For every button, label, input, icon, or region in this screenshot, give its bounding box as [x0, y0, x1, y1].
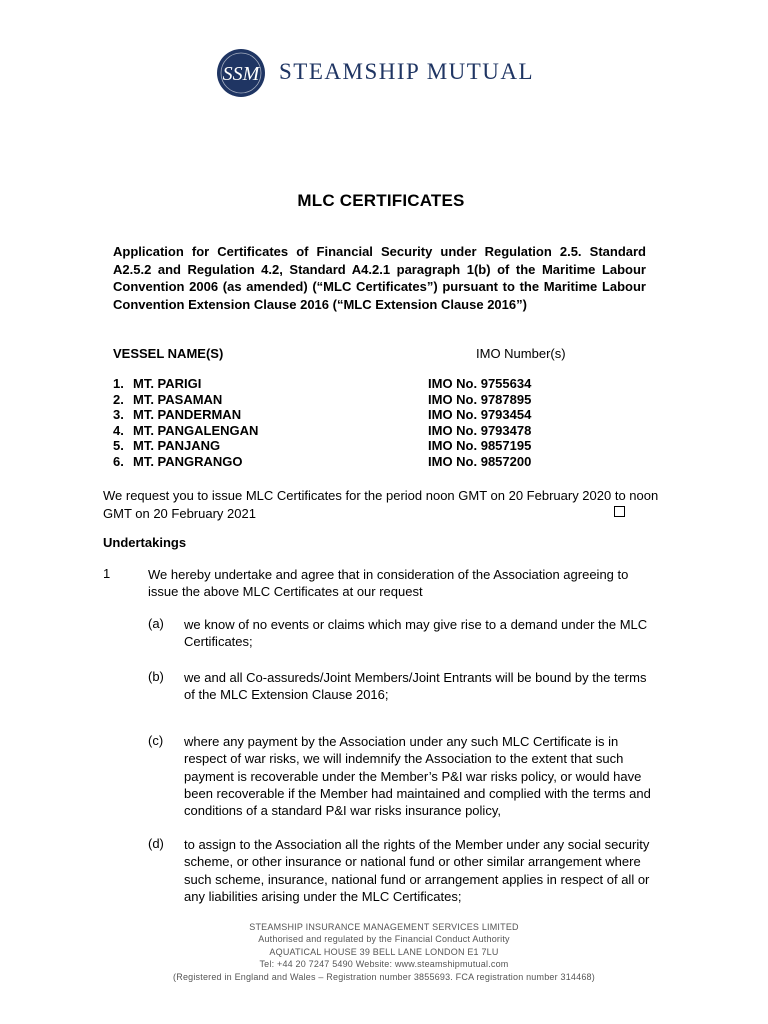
vessel-number: 2.	[113, 391, 124, 407]
company-logo-seal	[217, 49, 265, 97]
clause-label: (a)	[148, 616, 164, 631]
page-title: MLC CERTIFICATES	[297, 191, 465, 210]
imo-numbers-header: IMO Number(s)	[476, 346, 566, 361]
vessel-imo: IMO No. 9755634	[428, 376, 532, 391]
vessel-number: 4.	[113, 422, 124, 438]
clause-text: where any payment by the Association under any such MLC Certificate is in respect of war risks, we will indemnify the Association to the extent that such payment is recoverable under the Member’s P&I war risks policy, or would have been recoverable if the Member had maintained and complied with the terms and conditions of a standard P&I war risks insurance policy,	[184, 734, 651, 819]
vessel-name: MT. PANGALENGAN	[133, 422, 259, 438]
clause-label: (b)	[148, 669, 164, 684]
vessel-number: 6.	[113, 453, 124, 469]
vessel-name: MT. PANDERMAN	[133, 407, 242, 423]
vessel-name: MT. PANGRANGO	[133, 453, 243, 469]
vessel-imo: IMO No. 9793478	[428, 422, 532, 438]
vessel-number: 1.	[113, 376, 124, 391]
vessel-name: MT. PASAMAN	[133, 391, 223, 407]
vessel-name: MT. PARIGI	[133, 376, 202, 391]
undertaking-number: 1	[103, 566, 111, 581]
vessel-name: MT. PANJANG	[133, 438, 221, 454]
undertaking-text: We hereby undertake and agree that in consideration of the Association agreeing to issue the above MLC Certificates at our request	[148, 567, 629, 599]
footer-contact: Tel: +44 20 7247 5490 Website: www.steamshipmutual.com	[259, 959, 509, 970]
footer-authorised: Authorised and regulated by the Financial Conduct Authority	[258, 934, 510, 945]
undertakings-heading: Undertakings	[103, 535, 187, 550]
vessel-imo: IMO No. 9787895	[428, 391, 532, 407]
clause-text: we know of no events or claims which may give rise to a demand under the MLC Certificates;	[184, 617, 648, 650]
page-footer	[0, 921, 768, 983]
clause-text: we and all Co-assureds/Joint Members/Joint Entrants will be bound by the terms of the MLC Extension Clause 2016;	[184, 670, 647, 703]
clause-text: to assign to the Association all the rights of the Member under any social security scheme, or other insurance or national fund or other similar arrangement where such scheme, insurance, national fund or arrangement applies in respect of all or any liabilities arising under the MLC Certificates;	[184, 837, 650, 904]
confirm-checkbox[interactable]	[614, 506, 625, 517]
intro-paragraph: Application for Certificates of Financial Security under Regulation 2.5. Standard A2.5.2 and Regulation 4.2, Standard A4.2.1 paragraph 1(b) of the Maritime Labour Convention 2006 (as amended) (“MLC Certificates”) pursuant to the Maritime Labour Convention Extension Clause 2016 (“MLC Extension Clause 2016”)	[113, 244, 646, 312]
vessel-number: 5.	[113, 438, 124, 454]
vessel-imo: IMO No. 9793454	[428, 407, 532, 423]
footer-registration: (Registered in England and Wales – Registration number 3855693. FCA registration number 314468)	[173, 971, 595, 982]
clause-label: (d)	[148, 836, 164, 851]
logo-monogram-text: SSM	[222, 63, 260, 85]
footer-address: AQUATICAL HOUSE 39 BELL LANE LONDON E1 7LU	[269, 946, 499, 957]
vessel-number: 3.	[113, 407, 124, 423]
vessel-imo: IMO No. 9857200	[428, 453, 532, 469]
vessel-imo: IMO No. 9857195	[428, 438, 532, 454]
company-name: STEAMSHIP MUTUAL	[279, 59, 535, 84]
vessel-names-header: VESSEL NAME(S)	[113, 346, 224, 361]
footer-company: STEAMSHIP INSURANCE MANAGEMENT SERVICES LIMITED	[249, 922, 519, 932]
clause-label: (c)	[148, 733, 164, 748]
request-paragraph: We request you to issue MLC Certificates for the period noon GMT on 20 February 2020 to noon GMT on 20 February 2021	[103, 488, 659, 521]
logo-monogram	[217, 49, 265, 97]
